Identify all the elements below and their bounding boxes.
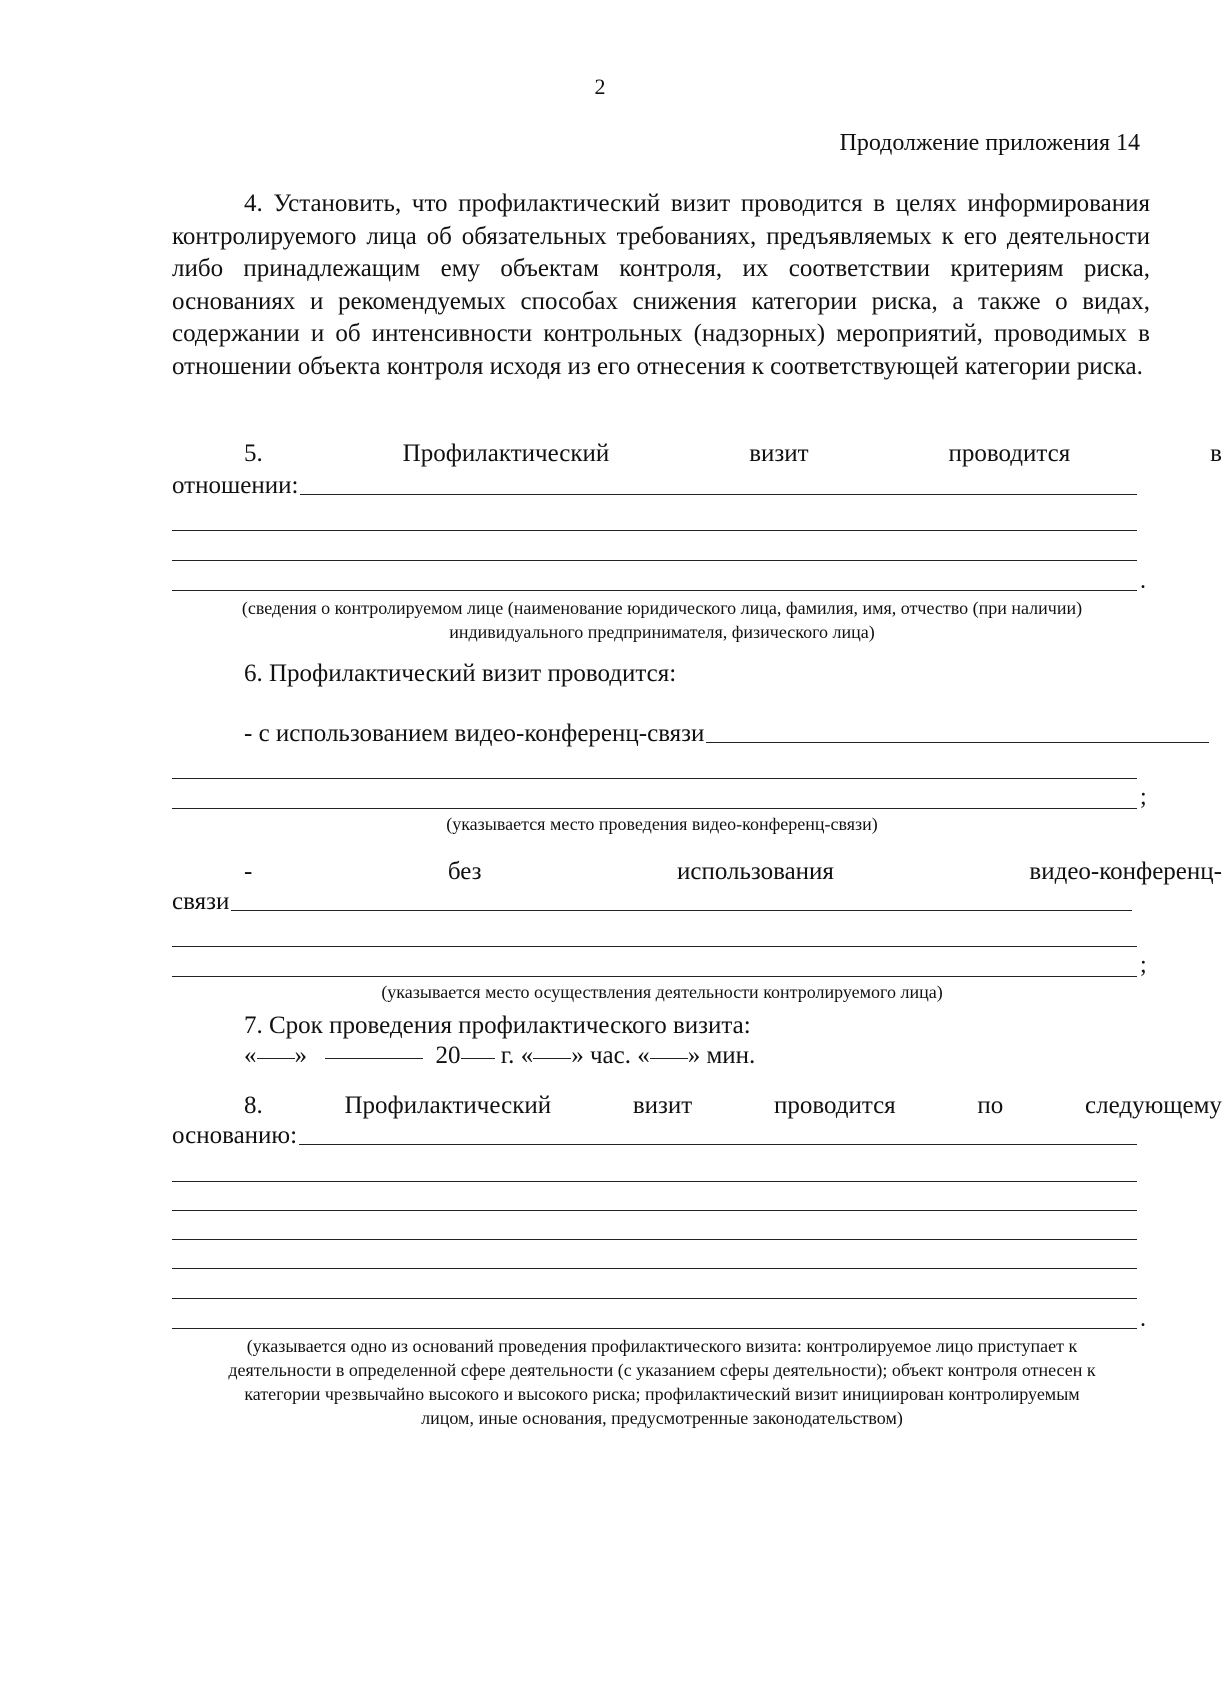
end-mark: . [1140,568,1146,594]
section-5-word: проводится [948,440,1071,467]
fill-line[interactable] [172,590,1137,591]
section-8-word: проводится [773,1092,896,1119]
fill-line[interactable] [172,1181,1137,1182]
minutes-blank[interactable] [650,1057,688,1059]
quote-mark: « [637,1042,650,1069]
fill-line[interactable] [172,1298,1137,1299]
section-5-fill-row [172,472,1137,500]
year-prefix: 20 [435,1042,461,1069]
section-8-number: 8. [244,1092,263,1119]
fill-line[interactable] [231,909,1132,911]
end-mark: ; [1140,952,1147,978]
month-blank[interactable] [325,1057,423,1059]
fill-line[interactable] [172,1210,1137,1211]
section-5-label: отношении: [172,472,299,499]
without-vcs-word: без [447,858,482,885]
fill-line[interactable] [172,946,1137,947]
quote-mark: « [244,1042,257,1069]
section-5-note [172,596,1152,644]
fill-line[interactable] [172,808,1137,809]
note-line: категории чрезвычайно высокого и высокого риска; профилактический визит инициирован контролируемым [244,1384,1080,1404]
year-suffix: г. [500,1042,515,1069]
fill-line[interactable] [299,1143,1137,1145]
hours-blank[interactable] [533,1057,571,1059]
section-4-paragraph: 4. Установить, что профилактический визит проводится в целях информирования контролируемого лица об обязательных требованиях, предъявляемых к его деятельности либо принадлежащим ему объектам контроля, их соответствии критериям риска, основаниях и рекомендуемых способах снижения категории риска, а также о видах, содержании и об интенсивности контрольных (надзорных) мероприятий, проводимых в отношении объекта контроля исходя из его отнесения к соответствующей категории риска. [172,190,1150,380]
without-vcs-label: связи [172,888,230,915]
section-8-note [172,1334,1152,1430]
quote-mark: » [294,1042,307,1069]
note-line: (сведения о контролируемом лице (наименование юридического лица, фамилия, имя, отчество (при наличии) [241,598,1083,618]
without-vcs-word: видео-конференц- [1029,858,1222,885]
fill-line[interactable] [172,778,1137,779]
without-vcs-heading [172,858,1222,886]
section-6-heading: 6. Профилактический визит проводится: [244,660,677,687]
fill-line[interactable] [172,1268,1137,1269]
year-blank[interactable] [461,1057,495,1059]
note-line: деятельности в определенной сфере деятельности (с указанием сферы деятельности); объект контроля отнесен к [228,1360,1096,1380]
section-5-number: 5. [244,440,263,467]
hours-label: » час. [571,1042,631,1069]
vcs-place-note: (указывается место проведения видео-конференц-связи) [446,814,878,834]
with-vcs-label: - с использованием видео-конференц-связи [244,720,705,747]
fill-line[interactable] [300,493,1137,495]
date-time-row [172,1042,1222,1070]
end-mark: . [1140,1306,1146,1332]
day-blank[interactable] [257,1057,295,1059]
page-number: 2 [594,74,606,99]
without-vcs-word: - [244,858,253,885]
section-8-heading [172,1092,1222,1120]
minutes-label: » мин. [687,1042,756,1069]
section-5-word: в [1210,440,1222,467]
fill-line[interactable] [172,976,1137,977]
section-8-word: визит [632,1092,693,1119]
fill-line[interactable] [706,741,1209,743]
section-5-heading [172,440,1222,468]
note-line: (указывается одно из оснований проведения профилактического визита: контролируемое лицо приступает к [246,1336,1078,1356]
section-8-fill-row [172,1122,1137,1150]
note-line: индивидуального предпринимателя, физического лица) [449,622,875,642]
section-7-heading: 7. Срок проведения профилактического визита: [244,1012,751,1039]
annex-title: Продолжение приложения 14 [839,130,1140,156]
end-mark: ; [1140,784,1147,810]
fill-line[interactable] [172,530,1137,531]
activity-place-note: (указывается место осуществления деятельности контролируемого лица) [381,982,943,1002]
section-8-word: следующему [1085,1092,1222,1119]
section-8-word: по [977,1092,1004,1119]
section-8-word: Профилактический [344,1092,552,1119]
fill-line[interactable] [172,1239,1137,1240]
section-5-word: Профилактический [402,440,610,467]
section-8-label: основанию: [172,1122,298,1149]
fill-line[interactable] [172,560,1137,561]
without-vcs-word: использования [676,858,834,885]
section-5-word: визит [749,440,809,467]
note-line: лицом, иные основания, предусмотренные законодательством) [421,1408,903,1428]
with-vcs-row [172,720,1209,748]
without-vcs-fill-row [172,888,1132,916]
quote-mark: « [520,1042,534,1069]
fill-line[interactable] [172,1328,1137,1329]
